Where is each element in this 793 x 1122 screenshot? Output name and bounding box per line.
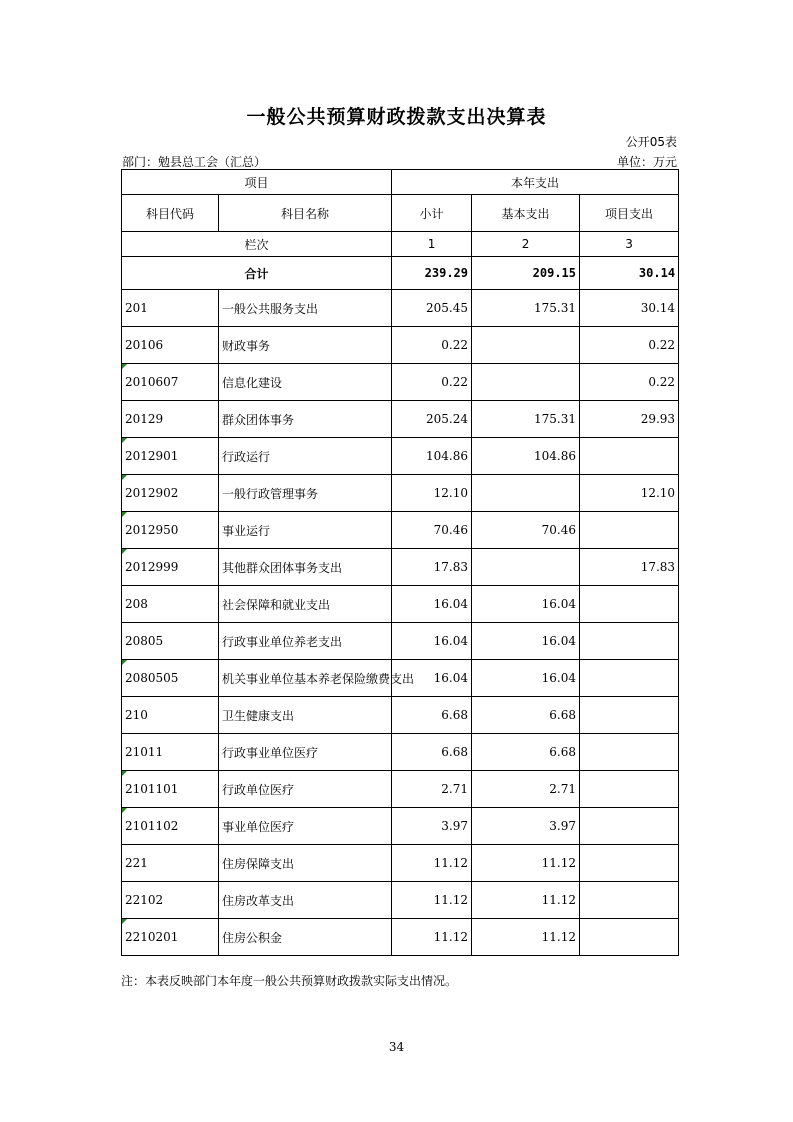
table-row (122, 697, 679, 734)
table-row (122, 845, 679, 882)
page-number: 34 (388, 1040, 405, 1054)
row-basic (472, 475, 580, 512)
row-basic (472, 364, 580, 401)
table-row (122, 549, 679, 586)
row-project: 17.83 (580, 549, 679, 586)
row-code: 2101101 (122, 771, 219, 808)
row-project (580, 512, 679, 549)
row-code: 2101102 (122, 808, 219, 845)
row-basic: 11.12 (472, 882, 580, 919)
row-code: 208 (122, 586, 219, 623)
table-row (122, 919, 679, 956)
row-subtotal: 12.10 (392, 475, 472, 512)
row-basic (472, 327, 580, 364)
row-name: 卫生健康支出 (219, 697, 392, 734)
table-row (122, 623, 679, 660)
row-code: 210 (122, 697, 219, 734)
row-subtotal: 0.22 (392, 364, 472, 401)
row-project: 29.93 (580, 401, 679, 438)
row-code: 2080505 (122, 660, 219, 697)
row-code: 20106 (122, 327, 219, 364)
total-row (122, 257, 679, 290)
table-row (122, 475, 679, 512)
row-name: 信息化建设 (219, 364, 392, 401)
row-basic: 70.46 (472, 512, 580, 549)
row-subtotal: 11.12 (392, 882, 472, 919)
row-project (580, 919, 679, 956)
table-row (122, 401, 679, 438)
group-header-current-year: 本年支出 (392, 170, 679, 195)
column-index-3: 3 (580, 232, 679, 257)
row-name: 机关事业单位基本养老保险缴费支出 (219, 660, 392, 697)
row-basic: 3.97 (472, 808, 580, 845)
footnote: 注：本表反映部门本年度一般公共预算财政拨款实际支出情况。 (121, 974, 458, 988)
row-code: 2012999 (122, 549, 219, 586)
total-basic: 209.15 (472, 257, 580, 290)
row-basic: 175.31 (472, 401, 580, 438)
row-name: 社会保障和就业支出 (219, 586, 392, 623)
total-label: 合计 (122, 257, 392, 290)
column-index-2: 2 (472, 232, 580, 257)
row-name: 群众团体事务 (219, 401, 392, 438)
row-code: 2012902 (122, 475, 219, 512)
row-code: 221 (122, 845, 219, 882)
header-name: 科目名称 (219, 195, 392, 232)
row-subtotal: 16.04 (392, 623, 472, 660)
row-name: 事业运行 (219, 512, 392, 549)
expenditure-table (121, 169, 679, 956)
header-code: 科目代码 (122, 195, 219, 232)
row-basic: 6.68 (472, 734, 580, 771)
row-project (580, 882, 679, 919)
row-project (580, 808, 679, 845)
row-subtotal: 17.83 (392, 549, 472, 586)
total-subtotal: 239.29 (392, 257, 472, 290)
row-code: 22102 (122, 882, 219, 919)
column-index-1: 1 (392, 232, 472, 257)
row-project (580, 771, 679, 808)
row-basic (472, 549, 580, 586)
table-row (122, 660, 679, 697)
row-project: 0.22 (580, 364, 679, 401)
row-subtotal: 205.24 (392, 401, 472, 438)
total-project: 30.14 (580, 257, 679, 290)
header-basic: 基本支出 (472, 195, 580, 232)
row-project (580, 623, 679, 660)
group-header-row (122, 170, 679, 195)
row-subtotal: 6.68 (392, 697, 472, 734)
table-row (122, 438, 679, 475)
row-project (580, 845, 679, 882)
row-project (580, 734, 679, 771)
row-basic: 16.04 (472, 623, 580, 660)
row-name: 事业单位医疗 (219, 808, 392, 845)
row-project: 30.14 (580, 290, 679, 327)
column-header-row (122, 195, 679, 232)
row-name: 行政事业单位养老支出 (219, 623, 392, 660)
row-name: 其他群众团体事务支出 (219, 549, 392, 586)
row-basic: 16.04 (472, 586, 580, 623)
row-project (580, 438, 679, 475)
column-index-label: 栏次 (122, 232, 392, 257)
row-basic: 175.31 (472, 290, 580, 327)
row-name: 住房公积金 (219, 919, 392, 956)
unit-label: 单位：万元 (616, 155, 677, 169)
row-basic: 2.71 (472, 771, 580, 808)
row-code: 20805 (122, 623, 219, 660)
row-basic: 6.68 (472, 697, 580, 734)
row-code: 2210201 (122, 919, 219, 956)
row-project (580, 697, 679, 734)
row-subtotal: 2.71 (392, 771, 472, 808)
row-basic: 11.12 (472, 919, 580, 956)
row-subtotal: 70.46 (392, 512, 472, 549)
row-subtotal: 104.86 (392, 438, 472, 475)
row-subtotal: 11.12 (392, 845, 472, 882)
group-header-project: 项目 (122, 170, 392, 195)
table-row (122, 734, 679, 771)
table-row (122, 586, 679, 623)
header-subtotal: 小计 (392, 195, 472, 232)
row-name: 一般行政管理事务 (219, 475, 392, 512)
table-row (122, 808, 679, 845)
header-project: 项目支出 (580, 195, 679, 232)
row-project: 0.22 (580, 327, 679, 364)
row-code: 21011 (122, 734, 219, 771)
row-project (580, 660, 679, 697)
row-name: 财政事务 (219, 327, 392, 364)
row-basic: 16.04 (472, 660, 580, 697)
table-row (122, 771, 679, 808)
table-code: 公开05表 (625, 135, 677, 149)
column-index-row (122, 232, 679, 257)
page-title: 一般公共预算财政拨款支出决算表 (246, 106, 547, 128)
row-name: 行政运行 (219, 438, 392, 475)
row-name: 行政单位医疗 (219, 771, 392, 808)
row-subtotal: 0.22 (392, 327, 472, 364)
row-subtotal: 16.04 (392, 660, 472, 697)
row-subtotal: 11.12 (392, 919, 472, 956)
row-subtotal: 16.04 (392, 586, 472, 623)
table-row (122, 364, 679, 401)
row-name: 行政事业单位医疗 (219, 734, 392, 771)
table-row (122, 327, 679, 364)
row-basic: 104.86 (472, 438, 580, 475)
row-code: 2012901 (122, 438, 219, 475)
row-name: 住房改革支出 (219, 882, 392, 919)
row-subtotal: 6.68 (392, 734, 472, 771)
row-code: 2012950 (122, 512, 219, 549)
table-row (122, 882, 679, 919)
row-basic: 11.12 (472, 845, 580, 882)
table-row (122, 290, 679, 327)
row-project (580, 586, 679, 623)
table-row (122, 512, 679, 549)
row-subtotal: 205.45 (392, 290, 472, 327)
row-code: 201 (122, 290, 219, 327)
row-project: 12.10 (580, 475, 679, 512)
row-subtotal: 3.97 (392, 808, 472, 845)
row-name: 住房保障支出 (219, 845, 392, 882)
row-code: 20129 (122, 401, 219, 438)
row-name: 一般公共服务支出 (219, 290, 392, 327)
department-label: 部门：勉县总工会（汇总） (122, 155, 267, 169)
row-code: 2010607 (122, 364, 219, 401)
